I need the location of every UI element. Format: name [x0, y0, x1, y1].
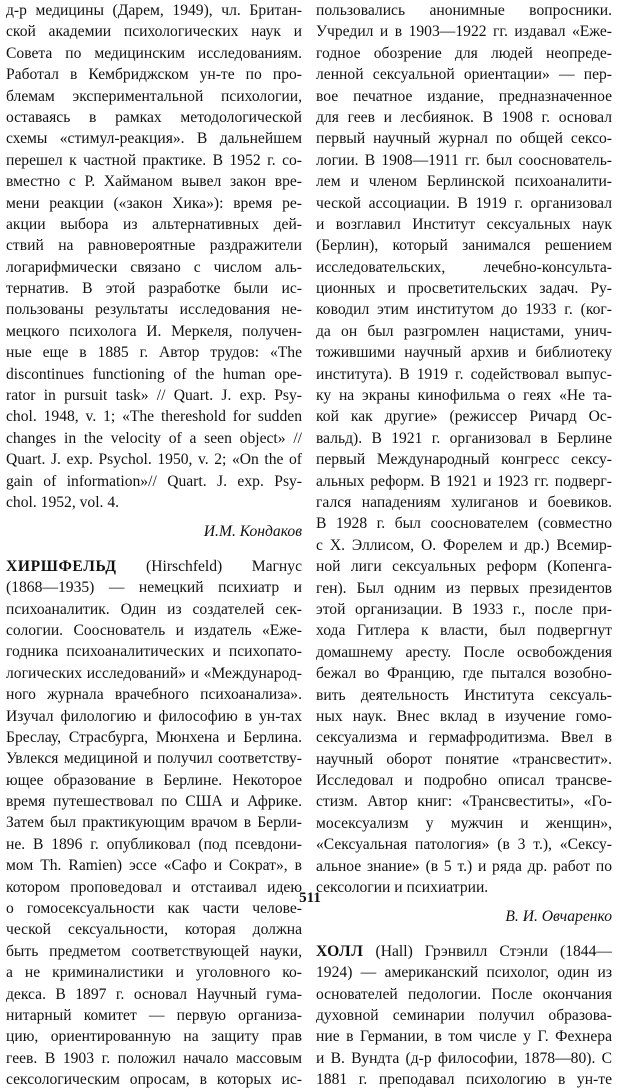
text-line: (Берлин), который занимался решением — [316, 237, 612, 255]
text-line: тернатив. В этой разработке были ис- — [6, 280, 302, 298]
entry1-text — [6, 0, 302, 513]
text-line: 1924) — американский психолог, один из — [316, 964, 612, 982]
text-line: лем и членом Берлинской психоаналити- — [316, 173, 612, 191]
text-line: мом Th. Ramien) эссе «Сафо и Сократ», в — [6, 857, 302, 875]
text-line: научный оборот понятие «трансвестит». — [316, 750, 612, 768]
text-line: вальд). В 1921 г. организовал в Берлине — [316, 429, 612, 447]
text-line: вить деятельность Института сексуаль- — [316, 686, 612, 704]
text-line: Работал в Кембриджском ун-те по про- — [6, 66, 302, 84]
text-line: ной лиги сексуальных реформ (Копенга- — [316, 558, 612, 576]
text-line: тожившими научный архив и библиотеку — [316, 344, 612, 362]
text-line: вое печатное издание, предназначенное — [316, 87, 612, 105]
text-line: геев. В 1903 г. положил начало массовым — [6, 1049, 302, 1067]
text-line: «Сексуальная патология» (в 3 т.), «Сексу- — [316, 836, 612, 854]
text-line: декса. В 1897 г. основал Научный гума- — [6, 985, 302, 1003]
text-line: ской академии психологических наук и — [6, 23, 302, 41]
text-line: Учредил и в 1903—1922 гг. издавал «Еже- — [316, 23, 612, 41]
entry3-text — [316, 962, 612, 1090]
text-line: а не криминалистики и уголовного ко- — [6, 964, 302, 982]
text-line: Затем был практикующим врачом в Берли- — [6, 814, 302, 832]
entry3-headword: ХОЛЛ — [316, 942, 364, 960]
text-line: годное обозрение для людей неопреде- — [316, 44, 612, 62]
text-line: сексуализма и гермафродитизма. Ввел в — [316, 729, 612, 747]
text-line: ного журнала врачебного психоанализа». — [6, 686, 302, 704]
text-line: gain of information»// Quart. J. exp. Psy- — [6, 472, 302, 490]
text-line: chol. 1948, v. 1; «The thereshold for sudden — [6, 408, 302, 426]
text-line: логических исследований» и «Международ- — [6, 664, 302, 682]
text-line: changes in the velocity of a seen object» // — [6, 429, 302, 447]
text-line: В 1928 г. был сооснователем (совместно — [316, 515, 612, 533]
text-line: discontinues functioning of the human ope- — [6, 365, 302, 383]
text-line: пользованы результаты исследования не- — [6, 301, 302, 319]
text-line: схемы «стимул-реакция». В дальнейшем — [6, 130, 302, 148]
text-line: ционных и просветительских задач. Ру- — [316, 280, 612, 298]
text-line: стизм. Автор книг: «Трансвеститы», «Го- — [316, 793, 612, 811]
text-line: мени реакции («закон Хика»): время ре- — [6, 194, 302, 212]
text-line: бежал во Францию, где пытался возобно- — [316, 665, 612, 683]
text-line: первый научный журнал по общей сексо- — [316, 130, 612, 148]
text-line: ководил этим институтом до 1933 г. (ког- — [316, 301, 612, 319]
text-line: chol. 1952, vol. 4. — [6, 493, 120, 511]
text-line: ческой ассоциации. В 1919 г. организовал — [316, 194, 612, 212]
text-line: Бреслау, Страсбурга, Мюнхена и Берлина. — [6, 728, 302, 746]
text-line: 1881 г. преподавал психологию в ун-те — [316, 1071, 612, 1089]
text-line: вместно с Р. Хайманом вывел закон вре- — [6, 173, 302, 191]
text-line: годника психоаналитических и психопато- — [6, 643, 302, 661]
page-number: 511 — [299, 890, 321, 906]
text-line: кой как другие» (режиссер Ричард Ос- — [316, 408, 612, 426]
text-line: мосексуализм у мужчин и женщин», — [316, 814, 612, 832]
text-line: цию, ориентированную на защиту прав — [6, 1028, 302, 1046]
text-line: гался нападениям хулиганов и боевиков. — [316, 493, 612, 511]
text-line: ген). Был одним из первых президентов — [316, 579, 612, 597]
text-line: сологии. Сооснователь и издатель «Еже- — [6, 621, 302, 639]
text-line: Изучал филологию и философию в ун-тах — [6, 707, 302, 725]
text-line: хода Гитлера к власти, был подвергнут — [316, 622, 612, 640]
text-line: оставаясь в рамках методологической — [6, 108, 302, 126]
text-line: блемам экспериментальной психологии, — [6, 87, 302, 105]
entry2-first-line — [6, 556, 302, 577]
text-line: ствий на равновероятные раздражители — [6, 237, 302, 255]
text-line: Quart. J. exp. Psychol. 1950, v. 2; «On the of — [6, 451, 302, 469]
text-line: Совета по медицинским исследованиям. — [6, 44, 302, 62]
text-line: логарифмически связано с числом аль- — [6, 258, 302, 276]
text-line: нитарный комитет — первую организа- — [6, 1006, 302, 1024]
text-line: да он был разгромлен нацистами, унич- — [316, 322, 612, 340]
text-line: альное знание» (в 5 т.) и ряда др. работ по — [316, 857, 612, 875]
right-column — [316, 0, 612, 1091]
text-line: д-р медицины (Дарем, 1949), чл. Британ- — [6, 2, 302, 19]
text-line: время путешествовал по США и Африке. — [6, 793, 302, 811]
entry3-first-line-rest: (Hall) Грэнвилл Стэнли (1844— — [363, 942, 612, 960]
entry2-first-line-rest: (Hirschfeld) Магнус — [116, 557, 302, 575]
text-line: духовной семинарии получил образова- — [316, 1006, 612, 1024]
text-line: для геев и лесбиянок. В 1908 г. основал — [316, 108, 612, 126]
text-line: пользовались анонимные вопросники. — [316, 2, 612, 19]
text-line: первый Международный конгресс сексу- — [316, 451, 612, 469]
text-line: домашнему аресту. После освобождения — [316, 643, 612, 661]
entry2-text — [6, 577, 302, 1090]
text-line: исследовательских, лечебно-консульта- — [316, 258, 612, 276]
text-line: этой организации. В 1933 г., после при- — [316, 600, 612, 618]
text-line: института). В 1919 г. содействовал выпус- — [316, 365, 612, 383]
text-line: не. В 1896 г. опубликовал (под псевдони- — [6, 835, 302, 853]
text-line: перешел к частной практике. В 1952 г. со- — [6, 151, 302, 169]
text-line: о гомосексуальности как части челове- — [6, 900, 302, 918]
text-line: Исследовал и подробно описал трансве- — [316, 772, 612, 790]
text-line: и возглавил Институт сексуальных наук — [316, 215, 612, 233]
text-line: ческой сексуальности, которая должна — [6, 921, 302, 939]
entry1-author-signature: И.М. Кондаков — [203, 523, 302, 541]
text-line: ных наук. Внес вклад в изучение гомо- — [316, 707, 612, 725]
text-line: ленной сексуальной ориентации» — пер- — [316, 66, 612, 84]
entry3-first-line — [316, 941, 612, 962]
text-line: и В. Вундта (д-р философии, 1878—80). С — [316, 1049, 612, 1067]
text-line: мецкого психолога И. Меркеля, получен- — [6, 322, 302, 340]
text-line: сексологическим опросам, в которых ис- — [6, 1071, 302, 1089]
entry2-headword: ХИРШФЕЛЬД — [6, 557, 117, 575]
text-line: ные еще в 1885 г. Автор трудов: «The — [6, 344, 302, 362]
text-line: акции выбора из альтернативных дей- — [6, 215, 302, 233]
text-line: (1868—1935) — немецкий психиатр и — [6, 579, 302, 597]
text-line: психоаналитик. Один из создателей сек- — [6, 600, 302, 618]
text-line: логии. В 1908—1911 гг. был сооснователь- — [316, 151, 612, 169]
text-line: сексологии и психиатрии. — [316, 879, 489, 897]
text-line: основателей педологии. После окончания — [316, 985, 612, 1003]
text-line: с Х. Эллисом, О. Форелем и др.) Всемир- — [316, 536, 612, 554]
text-line: ющее образование в Берлине. Некоторое — [6, 771, 302, 789]
entry2-author-signature: В. И. Овчаренко — [505, 908, 612, 926]
text-line: rator in pursuit task» // Quart. J. exp. Psy- — [6, 387, 302, 405]
text-line: ние в Германии, в том числе у Г. Фехнера — [316, 1028, 612, 1046]
text-line: котором проповедовал и отстаивал идею — [6, 878, 302, 896]
text-line: ку на экраны кинофильма о геях «Не та- — [316, 387, 612, 405]
text-line: быть предметом соответствующей науки, — [6, 942, 302, 960]
text-line: альных реформ. В 1921 и 1923 гг. подверг- — [316, 472, 612, 490]
text-line: Увлекся медициной и получил соответству- — [6, 750, 302, 768]
entry2-continued-text — [316, 0, 612, 898]
left-column — [6, 0, 302, 1091]
